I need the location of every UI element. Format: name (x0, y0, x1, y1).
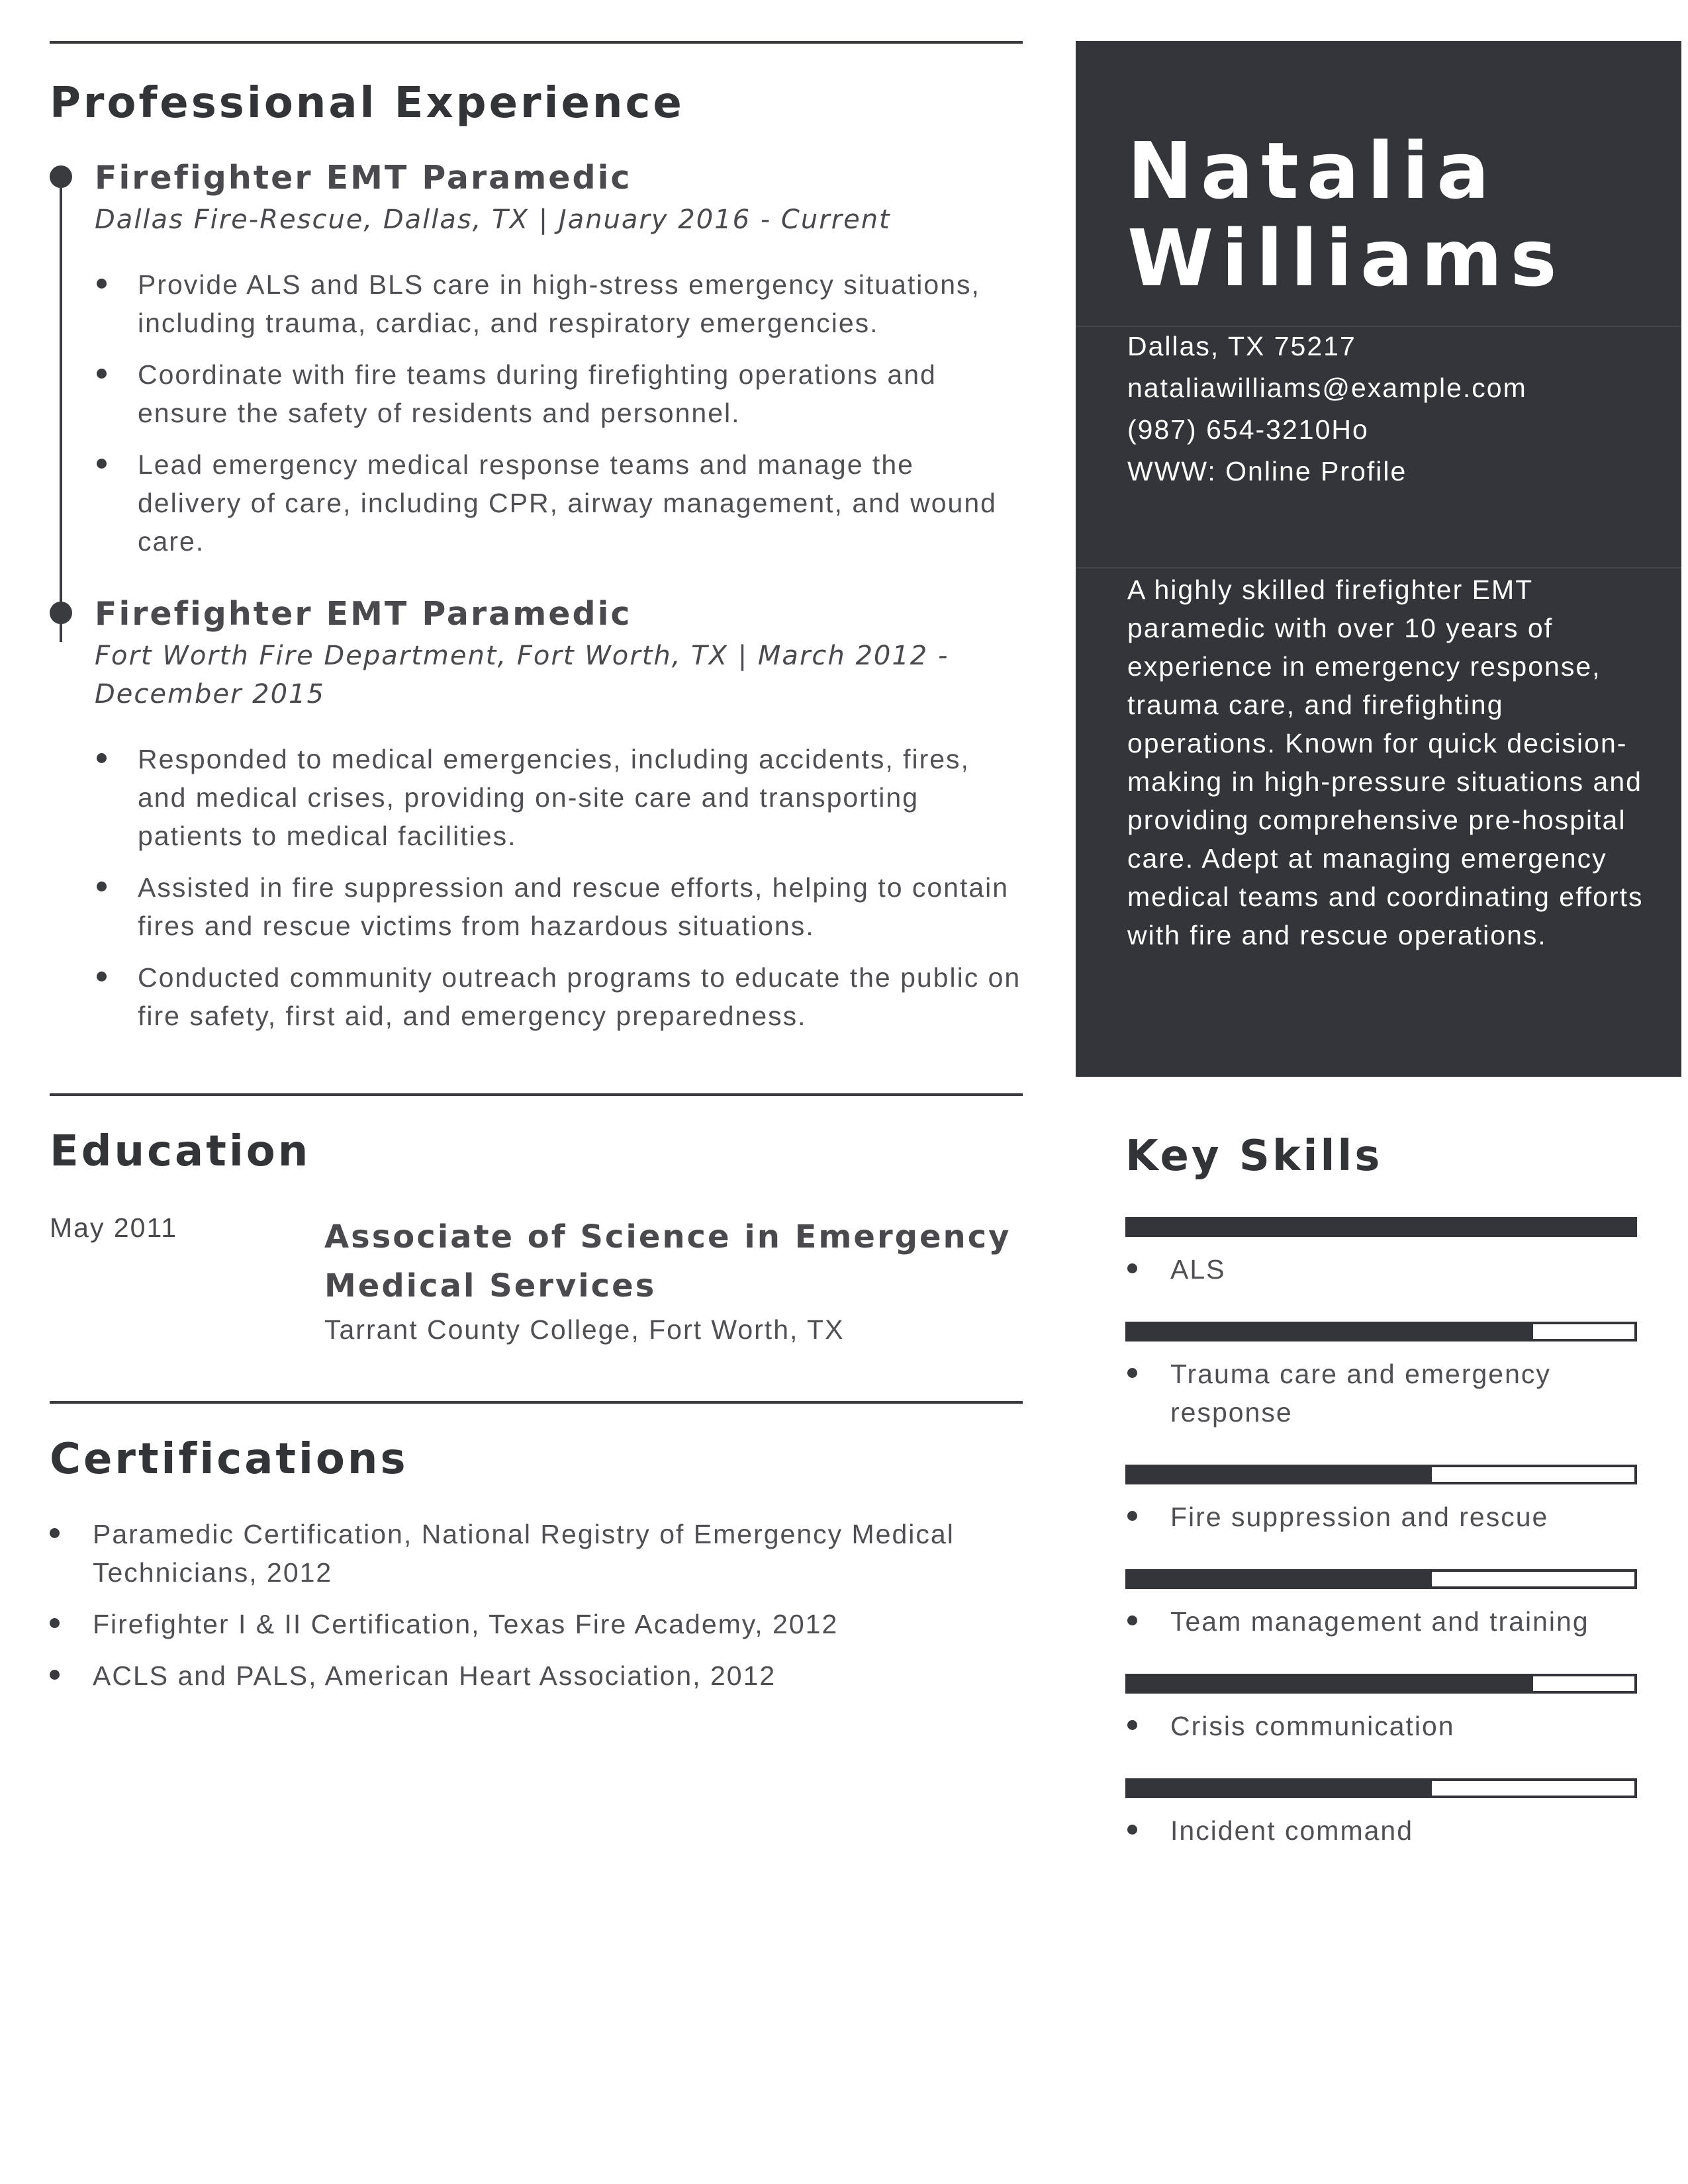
skill-label: Team management and training (1125, 1602, 1638, 1641)
contact-address: Dallas, TX 75217 (1127, 331, 1356, 361)
skill-label: Fire suppression and rescue (1125, 1498, 1638, 1536)
skill-label: Trauma care and emergency response (1125, 1355, 1638, 1432)
job-meta: Fort Worth Fire Department, Fort Worth, TX | March 2012 - December 2015 (95, 640, 949, 709)
contact-phone: (987) 654-3210Ho (1127, 414, 1369, 445)
skill-level-fill (1128, 1324, 1533, 1339)
section-divider (50, 1093, 1023, 1096)
skill-level-fill (1128, 1572, 1432, 1586)
skill-level-bar (1125, 1674, 1637, 1694)
skill-item (1125, 1674, 1638, 1745)
skills-heading: Key Skills (1125, 1132, 1383, 1181)
job-bullet: Conducted community outreach programs to educate the public on fire safety, first aid, and emergency preparedness. (95, 958, 1023, 1035)
skills-list (1125, 1217, 1638, 1850)
contact-block (1127, 326, 1527, 492)
skill-item (1125, 1217, 1638, 1289)
job-bullet: Lead emergency medical response teams and manage the delivery of care, including CPR, airway management, and wound care. (95, 445, 1023, 561)
experience-section (50, 124, 1023, 1035)
skill-level-fill (1128, 1781, 1432, 1796)
job-bullets (95, 740, 1023, 1035)
skill-level-bar (1125, 1778, 1637, 1798)
candidate-name (1127, 127, 1565, 302)
skills-section (1125, 1132, 1638, 1850)
education-degree: Associate of Science in Emergency Medical Services (324, 1218, 1011, 1304)
job-entry (50, 595, 1023, 1035)
main-column (50, 41, 1023, 1695)
skill-level-bar (1125, 1465, 1637, 1484)
professional-summary: A highly skilled firefighter EMT paramedic with over 10 years of experience in emergency response, trauma care, and firefighting operations. Known for quick decision-making in high-pressure situations and providing comprehensive pre-hospital care. Adept at managing emergency medical teams and coordinating efforts with fire and rescue operations. (1127, 574, 1644, 950)
skill-label: ALS (1125, 1250, 1638, 1289)
job-bullets (95, 265, 1023, 561)
skill-label: Incident command (1125, 1811, 1638, 1850)
skill-level-fill (1128, 1220, 1634, 1234)
first-name: Natalia (1127, 125, 1497, 216)
section-divider (50, 1401, 1023, 1404)
skill-level-fill (1128, 1467, 1432, 1482)
skill-level-bar (1125, 1569, 1637, 1589)
certifications-heading: Certifications (50, 1434, 408, 1484)
certification-item: ACLS and PALS, American Heart Association, 2012 (50, 1657, 1023, 1695)
education-school: Tarrant County College, Fort Worth, TX (324, 1314, 845, 1345)
certification-item: Paramedic Certification, National Registry of Emergency Medical Technicians, 2012 (50, 1515, 1023, 1592)
education-entry (50, 1212, 1023, 1385)
job-entry (50, 159, 1023, 561)
skill-item (1125, 1465, 1638, 1536)
education-date: May 2011 (50, 1212, 178, 1243)
certifications-list (50, 1515, 1023, 1695)
skill-level-fill (1128, 1676, 1533, 1691)
education-details (324, 1212, 1019, 1349)
job-title: Firefighter EMT Paramedic (95, 594, 632, 633)
timeline-dot (50, 165, 72, 188)
job-bullet: Responded to medical emergencies, including accidents, fires, and medical crises, providing on-site care and transporting patients to medical facilities. (95, 740, 1023, 855)
skill-item (1125, 1322, 1638, 1432)
last-name: Williams (1127, 212, 1565, 304)
profile-panel (1076, 41, 1681, 1077)
panel-divider (1076, 567, 1681, 569)
section-divider (50, 41, 1023, 44)
job-title: Firefighter EMT Paramedic (95, 159, 632, 197)
experience-heading: Professional Experience (50, 79, 684, 128)
education-heading: Education (50, 1126, 311, 1176)
certification-item: Firefighter I & II Certification, Texas Fire Academy, 2012 (50, 1605, 1023, 1643)
job-bullet: Provide ALS and BLS care in high-stress emergency situations, including trauma, cardiac, and respiratory emergencies. (95, 265, 1023, 342)
skill-level-bar (1125, 1217, 1637, 1237)
skill-level-bar (1125, 1322, 1637, 1342)
job-bullet: Assisted in fire suppression and rescue efforts, helping to contain fires and rescue victims from hazardous situations. (95, 868, 1023, 945)
skill-item (1125, 1778, 1638, 1850)
job-meta: Dallas Fire-Rescue, Dallas, TX | January 2016 - Current (95, 204, 891, 235)
contact-email[interactable]: nataliawilliams@example.com (1127, 373, 1527, 403)
job-bullet: Coordinate with fire teams during firefighting operations and ensure the safety of residents and personnel. (95, 355, 1023, 432)
skill-label: Crisis communication (1125, 1707, 1638, 1745)
timeline-dot (50, 602, 72, 624)
contact-website[interactable]: WWW: Online Profile (1127, 456, 1407, 486)
skill-item (1125, 1569, 1638, 1641)
